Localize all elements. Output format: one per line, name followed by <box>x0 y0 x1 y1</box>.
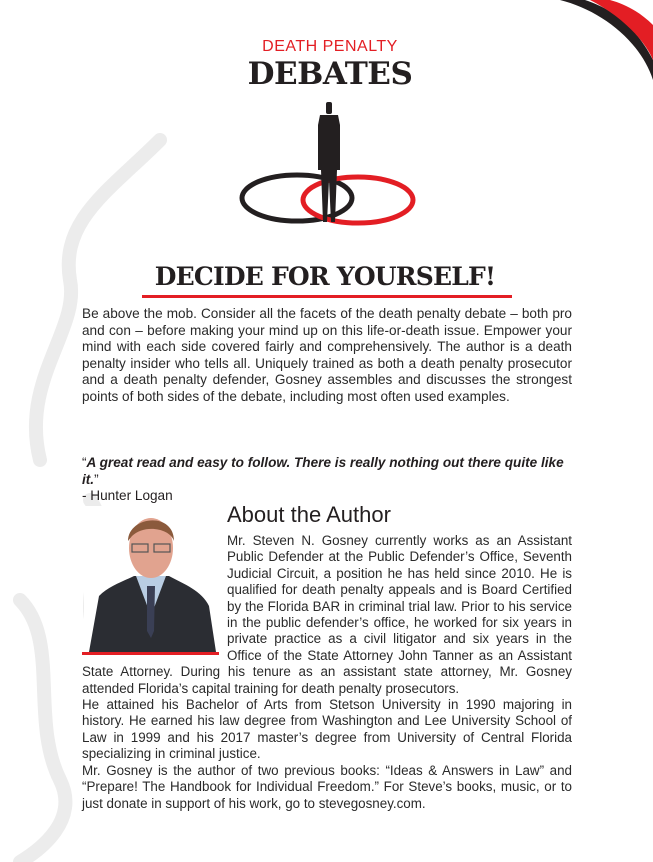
description-paragraph: Be above the mob. Consider all the facets of the death penalty debate – both pro and con – before making your mind up on this life-or-death issue. Empower your mind with each side covered fairly and comprehensively. The author is a death penalty insider who tells all. Uniquely trained as both a death penalty prosecutor and a death penalty defender, Gosney assembles and discusses the strongest points of both sides of the debate, including most often used examples. <box>82 306 572 404</box>
about-author-heading: About the Author <box>227 502 391 527</box>
author-bio <box>82 533 572 812</box>
logo-subtitle: DEATH PENALTY <box>262 38 398 55</box>
headline: DECIDE FOR YOURSELF! <box>154 262 496 291</box>
testimonial-attribution: - Hunter Logan <box>82 488 173 503</box>
testimonial: “A great read and easy to follow. There is really nothing out there quite like it.” - Hunter Logan <box>82 455 582 505</box>
testimonial-text: A great read and easy to follow. There is really nothing out there quite like it. <box>82 455 564 487</box>
bio-paragraph: Mr. Steven N. Gosney currently works as an Assistant Public Defender at the Public Defender’s Office, Seventh Judicial Circuit, a position he has held since 2010. He is qualified for death penalty appeals and is Board Certified by the Florida BAR in criminal trial law. Prior to his service in the public defender’s office, he worked for six years in private practice as a civil litigator and six years in the Office of the State Attorney John Tanner as an Assistant State Attorney. During his tenure as an assistant state attorney, Mr. Gosney attended Florida’s capital training for death penalty prosecutors. <box>82 533 572 696</box>
bio-paragraph: Mr. Gosney is the author of two previous books: “Ideas & Answers in Law” and “Prepare! The Handbook for Individual Freedom.” For Steve’s books, music, or to just donate in support of his work, go to stevegosney.com. <box>82 762 572 811</box>
bio-paragraph: He attained his Bachelor of Arts from Stetson University in 1990 majoring in history. He earned his law degree from Washington and Lee University School of Law in 1999 and his 2017 master’s degree from University of Central Florida specializing in criminal justice. <box>82 697 572 762</box>
figure-on-circles-emblem <box>230 95 430 230</box>
logo-title: DEBATES <box>247 56 413 92</box>
person-silhouette-icon <box>318 102 340 222</box>
headline-underline <box>142 295 512 298</box>
